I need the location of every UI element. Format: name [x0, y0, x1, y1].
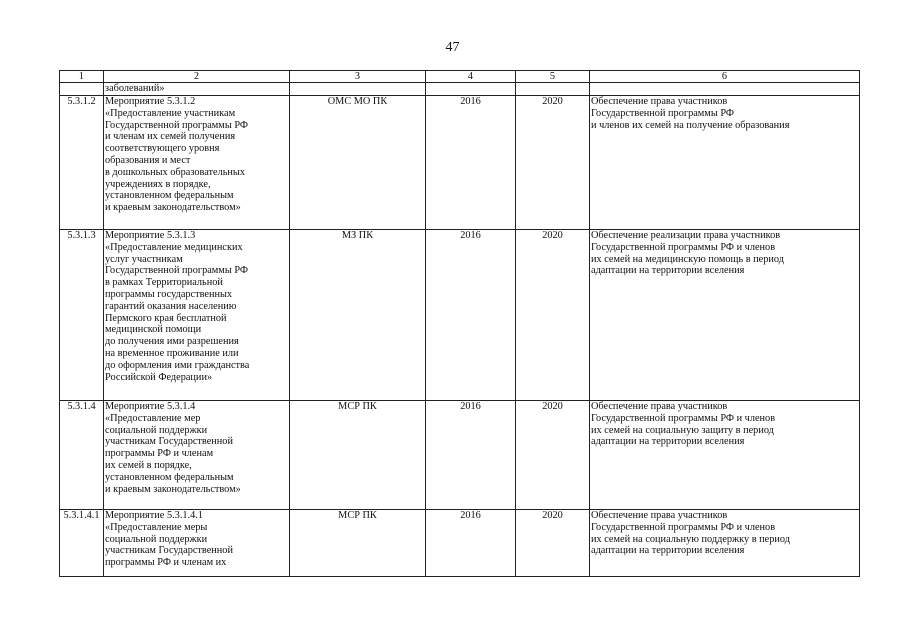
table-row — [60, 96, 860, 230]
result-text: Обеспечение права участников Государственной программы РФ и членов их семей на социальную поддержку в период адаптации на территории вселения — [591, 510, 791, 557]
start-year-cell — [426, 83, 516, 96]
measure-name-cell — [104, 510, 290, 577]
executor-cell — [290, 83, 426, 96]
measures-table — [59, 70, 860, 577]
executor-cell: ОМС МО ПК — [290, 96, 426, 230]
continuation-row — [60, 83, 860, 96]
column-number-2: 2 — [104, 71, 290, 83]
measure-name-cell — [104, 83, 290, 96]
start-year-cell: 2016 — [426, 401, 516, 510]
start-year-cell: 2016 — [426, 510, 516, 577]
column-number-4: 4 — [426, 71, 516, 83]
measure-name-cell — [104, 96, 290, 230]
end-year-cell: 2020 — [516, 510, 590, 577]
end-year-cell — [516, 83, 590, 96]
result-cell — [590, 401, 860, 510]
result-text: Обеспечение права участников Государственной программы РФ и членов их семей на получение образования — [591, 96, 790, 131]
row-number-cell: 5.3.1.4 — [60, 401, 104, 510]
end-year-cell: 2020 — [516, 230, 590, 401]
measure-name-text: Мероприятие 5.3.1.2 «Предоставление участникам Государственной программы РФ и членам их семей получения соответствующего уровня образования и мест в дошкольных образовательных учреждениях в порядке, установленном федеральным и краевым законодательством» — [105, 96, 248, 214]
measure-name-text: Мероприятие 5.3.1.4 «Предоставление мер социальной поддержки участникам Государственной программы РФ и членам их семей в порядке, установленном федеральным и краевым законодательством» — [105, 401, 241, 495]
row-number-cell: 5.3.1.4.1 — [60, 510, 104, 577]
start-year-cell: 2016 — [426, 96, 516, 230]
measure-name-cell — [104, 401, 290, 510]
executor-cell: МСР ПК — [290, 510, 426, 577]
result-cell — [590, 510, 860, 577]
result-text: Обеспечение реализации права участников Государственной программы РФ и членов их семей на медицинскую помощь в период адаптации на территории вселения — [591, 230, 784, 277]
executor-cell: МСР ПК — [290, 401, 426, 510]
column-number-1: 1 — [60, 71, 104, 83]
result-cell — [590, 230, 860, 401]
end-year-cell: 2020 — [516, 96, 590, 230]
measure-name-cell — [104, 230, 290, 401]
result-cell — [590, 83, 860, 96]
result-cell — [590, 96, 860, 230]
page-number: 47 — [445, 40, 460, 55]
row-number-cell: 5.3.1.3 — [60, 230, 104, 401]
column-number-6: 6 — [590, 71, 860, 83]
column-number-5: 5 — [516, 71, 590, 83]
measure-name-text: Мероприятие 5.3.1.4.1 «Предоставление меры социальной поддержки участникам Государственной программы РФ и членам их — [105, 510, 233, 569]
start-year-cell: 2016 — [426, 230, 516, 401]
column-number-row — [60, 71, 860, 83]
executor-cell: МЗ ПК — [290, 230, 426, 401]
column-number-3: 3 — [290, 71, 426, 83]
end-year-cell: 2020 — [516, 401, 590, 510]
measure-name-text: Мероприятие 5.3.1.3 «Предоставление медицинских услуг участникам Государственной программы РФ в рамках Территориальной программы государственных гарантий оказания населению Пермского края бесплатной медицинской помощи до получения ими разрешения на временное проживание или до оформления ими гражданства Российской Федерации» — [105, 230, 250, 383]
result-text: Обеспечение права участников Государственной программы РФ и членов их семей на социальную защиту в период адаптации на территории вселения — [591, 401, 776, 448]
table-row — [60, 401, 860, 510]
table-row — [60, 230, 860, 401]
row-number-cell — [60, 83, 104, 96]
row-number-cell: 5.3.1.2 — [60, 96, 104, 230]
measure-name-text: заболеваний» — [105, 83, 165, 94]
table-row — [60, 510, 860, 577]
